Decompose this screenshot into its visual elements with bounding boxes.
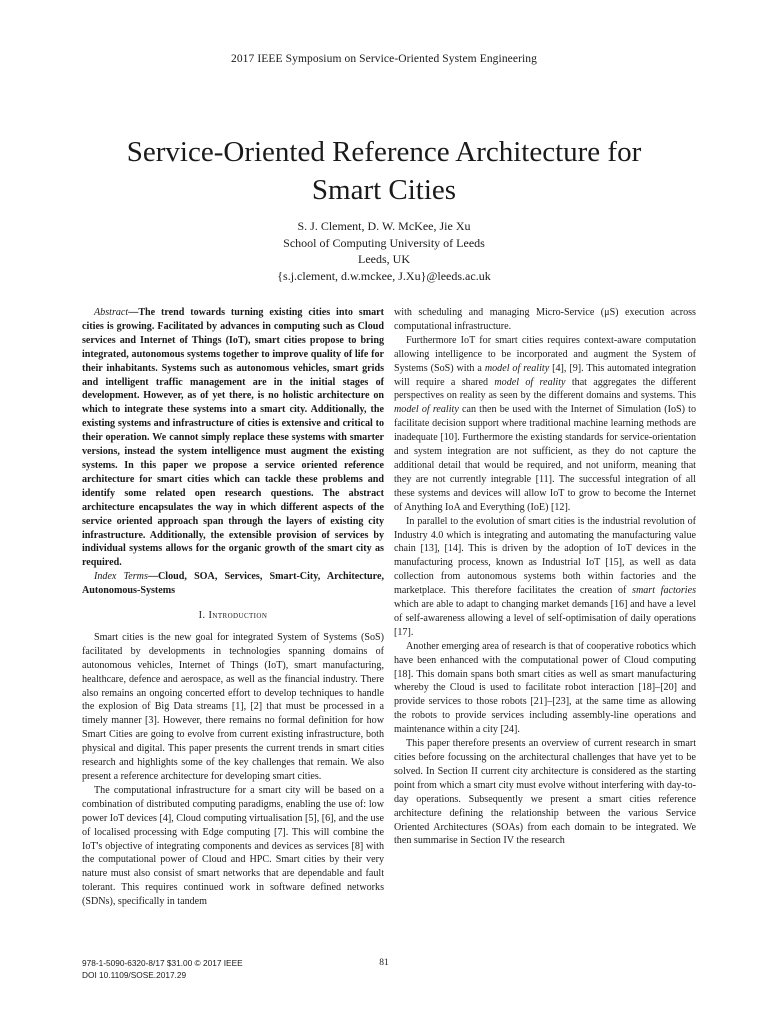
left-column — [82, 306, 384, 909]
body-paragraph: This paper therefore presents an overview of current research in smart cities before focussing on the architectural challenges that have yet to be solved. In Section II current city architecture is considered as the starting point from which a smart city must evolve without interfering with day-to-day operations. Subsequently we present a smart cities reference architecture defining the relationship between the various Service Oriented Architectures (SOAs) from each domain to be integrated. We then summarise in Section IV the research — [394, 738, 696, 847]
affiliation-line-1: School of Computing University of Leeds — [283, 235, 485, 250]
abstract-label: Abstract — [94, 307, 129, 318]
text-run: In parallel to the evolution of smart cities is the industrial revolution of Industry 4.0 which is integrating and automating the manufacturing value chain [13], [14]. This is driven by the adoption of IoT devices in the manufacturing process, known as Industrial IoT [15], as well as data collection from autonomous systems both within factories and the marketplace. This therefore facilitates the creation of — [394, 515, 696, 597]
intro-paragraph: Smart cities is the new goal for integrated System of Systems (SoS) facilitated by developments in technologies spanning domains of autonomous vehicles, Internet of Things (IoT), smart manufacturing, healthcare, defence and aerospace, as well as the financial industry. There also remains an ongoing concerted effort to develop techniques to handle the explosion of Big Data streams [1], [2] that must be processed in a timely manner [3]. However, there remains no formal definition for how Smart Cities are going to evolve from current existing infrastructure, both physical and digital. This paper presents the current trends in smart cities research and highlights some of the key challenges that remain. We also present a reference architecture for developing smart cities. — [82, 631, 384, 782]
emphasis-text: model of reality — [394, 404, 459, 416]
body-paragraph: Another emerging area of research is that of cooperative robotics which have been enhanced with the computational power of Cloud computing [18]. This domain spans both smart cities as well as smart manufacturing whereby the Cloud is used to facilitate robot interaction [18]–[20] and provide services to those robots [21]–[23], at the same time as allowing the robots to provide services including assembly-line operations and maintenance within a city [24]. — [394, 640, 696, 736]
footer-isbn: 978-1-5090-6320-8/17 $31.00 © 2017 IEEE — [82, 958, 243, 968]
section-heading-introduction — [82, 609, 384, 623]
body-paragraph — [394, 334, 696, 515]
text-run: can then be used with the Internet of Simulation (IoS) to facilitate decision support where traditional machine learning methods are inadequate [10]. Furthermore the existing standards for service-orientation and system integration are not sufficient, as they do not capture the additional detail that would be required, and not uniform, meaning that they are not currently integrable [11]. The successful integration of all these systems and devices will allow IoT to grow to become the Internet of Anything IoA and Everything (IoE) [12]. — [394, 404, 697, 513]
section-number: I. — [198, 610, 206, 622]
abstract-dash: — — [128, 307, 139, 318]
affiliation-line-2: Leeds, UK — [358, 252, 410, 266]
right-column — [394, 306, 696, 848]
text-run: Furthermore IoT for smart cities requires context-aware computation allowing intelligence to be incorporated and augment the System of Systems (SoS) with a — [394, 334, 696, 374]
emphasis-text: smart factories — [632, 585, 696, 597]
author-emails: {s.j.clement, d.w.mckee, J.Xu}@leeds.ac.uk — [277, 268, 491, 283]
index-terms — [82, 570, 384, 598]
text-run: [4], [9]. This automated integration will require a shared — [394, 362, 697, 388]
page-number: 81 — [379, 958, 389, 968]
index-terms-label: Index Terms — [94, 571, 148, 583]
paper-title: Service-Oriented Reference Architecture for Smart Cities — [126, 136, 642, 206]
emphasis-text: model of reality — [494, 376, 566, 388]
conference-header: 2017 IEEE Symposium on Service-Oriented System Engineering — [230, 53, 538, 65]
index-terms-text: Cloud, SOA, Services, Smart-City, Architecture, Autonomous-Systems — [82, 571, 384, 597]
abstract — [82, 306, 384, 570]
emphasis-text: model of reality — [484, 362, 550, 374]
body-paragraph — [394, 515, 696, 640]
index-terms-dash: — — [147, 571, 158, 583]
text-run: that aggregates the different perspectives on reality as seen by the different domains and systems. This — [394, 376, 696, 402]
abstract-text: The trend towards turning existing cities into smart cities is growing. Facilitated by advances in computing such as Cloud services and Internet of Things (IoT), smart cities propose to bring integrated, autonomous systems together to improve quality of life for their inhabitants. Systems such as autonomous vehicles, smart grids and intelligent traffic management are in the initial stages of development. However, as of yet there, is no holistic architecture on which to integrate these systems into a smart city. Additionally, the existing systems and infrastructure of cities is extensive and critical to their operation. We cannot simply replace these systems with smarter versions, instead the system intelligence must augment the existing systems. In this paper we propose a service oriented reference architecture for smart cities which can tackle these problems and identify some related open research questions. The abstract architecture encapsulates the way in which different aspects of the service oriented approach span through the layers of existing city infrastructure. Additionally, the extensible provision of services by individual systems allows for the organic growth of the smart city as required. — [82, 307, 384, 569]
footer-doi: DOI 10.1109/SOSE.2017.29 — [82, 969, 187, 980]
intro-paragraph: The computational infrastructure for a smart city will be based on a combination of distributed computing paradigms, enabling the use of: low power IoT devices [4], Cloud computing virtualisation [5], [6], and the use of localised processing with Edge computing [7]. This will combine the IoT's objective of integrating components and devices as services [8] with the computational power of Cloud and HPC. Smart cities by their very nature must also consist of smart networks that are dependable and fault tolerant. This requires continued work in software defined networks (SDNs), specifically in tandem — [82, 784, 384, 908]
text-run: which are able to adapt to changing market demands [16] and have a level of self-awareness allowing a level of self-optimisation of daily operations [17]. — [394, 599, 696, 638]
author-block — [0, 218, 768, 284]
author-names: S. J. Clement, D. W. McKee, Jie Xu — [297, 219, 471, 233]
body-paragraph: with scheduling and managing Micro-Service (μS) execution across computational infrastructure. — [394, 307, 696, 332]
section-title: Introduction — [208, 610, 268, 622]
